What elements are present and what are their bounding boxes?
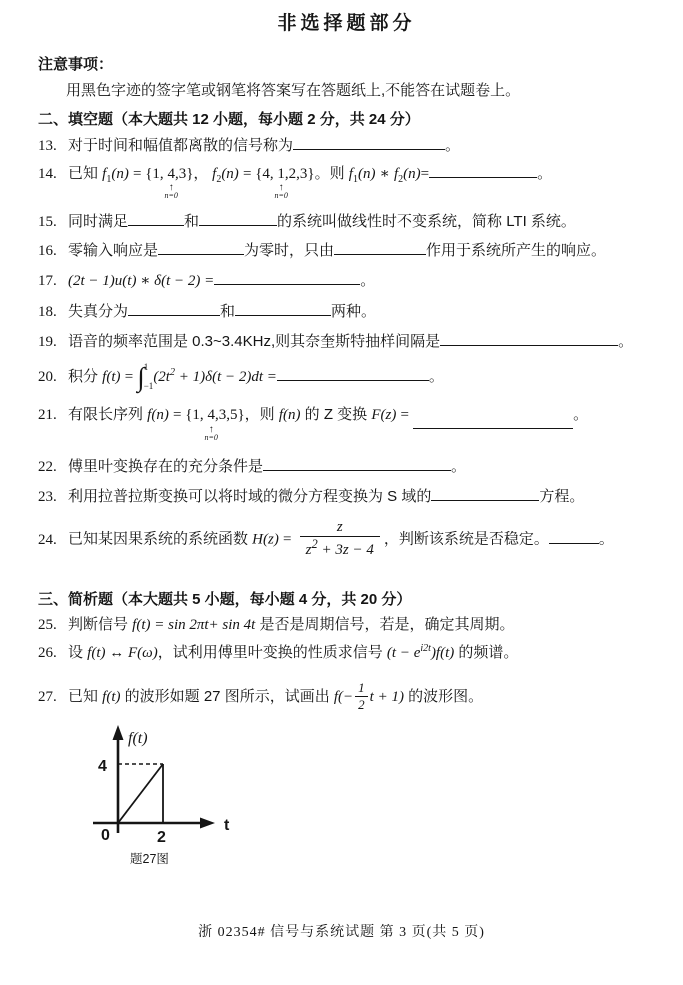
math-set-pre: = {1,: [173, 407, 208, 424]
question-23: [38, 485, 655, 508]
question-text: 。: [537, 164, 553, 182]
y-axis-arrow-icon: [113, 725, 124, 740]
math-set2-pre: = {4,: [242, 165, 278, 182]
question-14: [38, 162, 655, 201]
answer-blank: [128, 300, 220, 316]
question-27: [38, 681, 655, 713]
equals-sign: =: [420, 165, 430, 182]
question-text: 。: [598, 530, 614, 548]
question-body: [68, 455, 655, 477]
question-text: 已知: [68, 164, 103, 182]
question-text: 为零时，只由: [244, 242, 335, 260]
question-text: 已知某因果系统的系统函数: [68, 530, 253, 548]
question-text: 已知: [68, 687, 103, 705]
answer-blank: [214, 269, 360, 285]
figure-caption: 题27图: [130, 851, 169, 866]
fraction-denominator: $z^2 + 3z - 4$: [300, 536, 380, 560]
answer-blank: [199, 210, 277, 226]
question-number: 20.: [38, 369, 57, 386]
fraction-numerator: 1: [358, 679, 365, 695]
question-text: ，则: [244, 406, 279, 424]
answer-blank: [293, 134, 445, 150]
question-number: 18.: [38, 304, 57, 321]
question-text: 的波形如题 27 图所示，试画出: [120, 687, 334, 705]
question-26: [38, 642, 655, 664]
answer-blank: [158, 239, 244, 255]
answer-blank: [128, 210, 184, 226]
question-number: 23.: [38, 488, 57, 505]
answer-blank: [440, 330, 618, 346]
fraction-numerator: z: [336, 519, 343, 536]
math-convolution: $f_2(n)$: [394, 165, 421, 185]
question-body: [68, 362, 655, 392]
question-number: 27.: [38, 688, 57, 705]
question-body: [68, 162, 655, 201]
question-text: 方程。: [539, 487, 585, 505]
waveform-plot: [88, 723, 308, 871]
origin-label: n=0: [164, 191, 178, 201]
up-arrow-icon: ↑: [208, 423, 214, 435]
origin-label: n=0: [274, 191, 288, 201]
question-number: 24.: [38, 531, 57, 548]
notice-text: 用黑色字迹的签字笔或钢笔将答案写在答题纸上,不能答在试题卷上。: [66, 82, 521, 100]
math-set2-post: ,2,3}: [284, 165, 315, 182]
question-text: 的波形图。: [403, 687, 484, 705]
math-expression: (2t − 1)u(t) ∗ δ(t − 2) =: [68, 272, 215, 289]
math-f2: $f_2(n)$: [212, 165, 239, 185]
y-axis-label: f(t): [128, 729, 148, 747]
notice-heading: 注意事项：: [38, 55, 114, 73]
x-axis-label: t: [224, 816, 230, 834]
question-number: 19.: [38, 333, 57, 350]
question-text: 失真分为: [68, 303, 129, 321]
question-text: 零输入响应是: [68, 242, 159, 260]
answer-blank: [334, 239, 426, 255]
question-text: 。: [451, 458, 467, 476]
question-body: [68, 269, 655, 292]
sample-origin-marker: 4 ↑ n=0: [204, 407, 218, 442]
math-set1-pre: = {1,: [133, 165, 168, 182]
question-text: 作用于系统所产生的响应。: [426, 242, 607, 260]
math-ft: f(t): [102, 369, 121, 386]
question-text: 。: [428, 368, 444, 386]
math-fn: f(n): [278, 407, 301, 424]
question-text: 判断信号: [68, 615, 133, 633]
answer-blank: [277, 365, 429, 381]
equals-sign: =: [283, 531, 292, 548]
math-transform-pair: f(t) ↔ F(ω): [87, 645, 158, 662]
fraction-denominator: 2: [355, 696, 368, 713]
question-number: 25.: [38, 616, 57, 633]
math-integrand: $(2t^2 + 1)\delta(t - 2)dt$ =: [153, 367, 277, 386]
question-17: [38, 269, 655, 292]
question-body: [68, 239, 655, 261]
question-text: 。: [445, 137, 461, 155]
math-Fz: F(z): [371, 407, 397, 424]
answer-blank: [431, 485, 539, 501]
question-20: [38, 362, 655, 392]
up-arrow-icon: ↑: [168, 182, 174, 194]
question-text: 两种。: [331, 303, 377, 321]
math-expression: f(t) = sin 2πt+ sin 4t: [132, 616, 256, 633]
question-body: [68, 134, 655, 156]
question-21: [38, 405, 655, 442]
math-signal: $(t - e^{i2t})f(t)$: [386, 643, 455, 662]
question-body: [68, 210, 655, 232]
question-text: ，判断该系统是否稳定。: [383, 530, 549, 548]
question-body: [68, 330, 655, 352]
figure-27: [88, 723, 655, 871]
question-text: 设: [68, 644, 88, 662]
question-text: 同时满足: [68, 212, 129, 230]
sample-origin-marker: 4 ↑ n=0: [164, 165, 178, 201]
question-text: 对于时间和幅值都离散的信号称为: [68, 137, 294, 155]
question-body: [68, 519, 655, 560]
math-fn: f(n): [147, 407, 169, 424]
question-number: 14.: [38, 165, 57, 182]
answer-blank: [235, 300, 331, 316]
integral-symbol: ∫ 1 −1: [137, 361, 154, 392]
question-text: 和: [184, 212, 200, 230]
section-heading-brief-analysis: 三、简析题（本大题共 5 小题，每小题 4 分，共 20 分）: [38, 591, 412, 609]
question-number: 13.: [38, 138, 57, 155]
up-arrow-icon: ↑: [278, 182, 284, 194]
question-text: 的系统叫做线性时不变系统，简称 LTI 系统。: [277, 212, 576, 230]
question-body: [68, 615, 655, 636]
math-set-post: ,3,5}: [214, 407, 245, 424]
question-number: 15.: [38, 213, 57, 230]
question-text: 。: [573, 406, 589, 424]
question-text: 。: [618, 332, 634, 350]
answer-blank: [263, 455, 451, 471]
question-22: [38, 455, 655, 478]
question-text: 的 Z 变换: [300, 406, 372, 424]
question-text: 是否是周期信号，若是，确定其周期。: [255, 615, 515, 633]
math-scaled-signal: t + 1): [369, 688, 404, 705]
peak-value-label: 4: [98, 757, 107, 775]
question-18: [38, 300, 655, 323]
question-body: [68, 485, 655, 507]
question-13: [38, 134, 655, 157]
question-text: 利用拉普拉斯变换可以将时域的微分方程变换为 S 域的: [68, 487, 432, 505]
math-convolution: $f_1(n)$: [348, 165, 376, 185]
sample-origin-marker: 1 ↑ n=0: [274, 165, 288, 201]
question-text: 积分: [68, 368, 103, 386]
section-heading-fill-in: 二、填空题（本大题共 12 小题，每小题 2 分，共 24 分）: [38, 110, 420, 128]
question-number: 16.: [38, 243, 57, 260]
equals-sign: =: [124, 369, 134, 386]
question-16: [38, 239, 655, 262]
question-number: 17.: [38, 272, 57, 289]
question-text: 和: [220, 303, 236, 321]
integral-upper-limit: 1: [143, 362, 149, 373]
math-Hz: H(z): [252, 531, 279, 548]
question-number: 22.: [38, 459, 57, 476]
question-15: [38, 210, 655, 233]
question-body: [68, 681, 655, 713]
convolution-star: ∗: [379, 165, 390, 182]
question-text: 有限长序列: [68, 406, 148, 424]
question-text: 语音的频率范围是 0.3~3.4KHz,则其奈奎斯特抽样间隔是: [68, 332, 441, 350]
integral-lower-limit: −1: [143, 380, 154, 391]
question-body: [68, 642, 655, 664]
math-ft: f(t): [102, 688, 121, 705]
question-number: 21.: [38, 407, 57, 424]
question-25: [38, 615, 655, 636]
question-19: [38, 330, 655, 353]
question-text: 。: [360, 271, 376, 289]
question-body: [68, 300, 655, 322]
math-set1-post: ,3}，: [174, 165, 213, 182]
math-scaled-signal: f(−: [333, 688, 354, 705]
ramp-line: [118, 764, 163, 823]
x-tick-label: 2: [157, 828, 166, 846]
origin-label: n=0: [204, 432, 218, 442]
question-24: [38, 519, 655, 560]
page-title: 非选择题部分: [277, 13, 416, 34]
question-text: 的频谱。: [454, 644, 519, 662]
fraction: [355, 681, 368, 713]
question-text: ，试利用傅里叶变换的性质求信号: [157, 644, 387, 662]
answer-blank: [429, 162, 537, 178]
x-axis-arrow-icon: [200, 817, 215, 828]
fraction: [300, 519, 380, 560]
question-text: 。则: [314, 164, 349, 182]
origin-label: 0: [101, 826, 110, 844]
question-text: 傅里叶变换存在的充分条件是: [68, 458, 264, 476]
question-number: 26.: [38, 645, 57, 662]
answer-blank: [413, 413, 573, 429]
question-body: [68, 405, 655, 442]
equals-sign: =: [400, 407, 409, 424]
page-footer: 浙 02354# 信号与系统试题 第 3 页(共 5 页): [198, 925, 485, 940]
math-f1: $f_1(n)$: [102, 165, 129, 185]
answer-blank: [549, 528, 599, 544]
